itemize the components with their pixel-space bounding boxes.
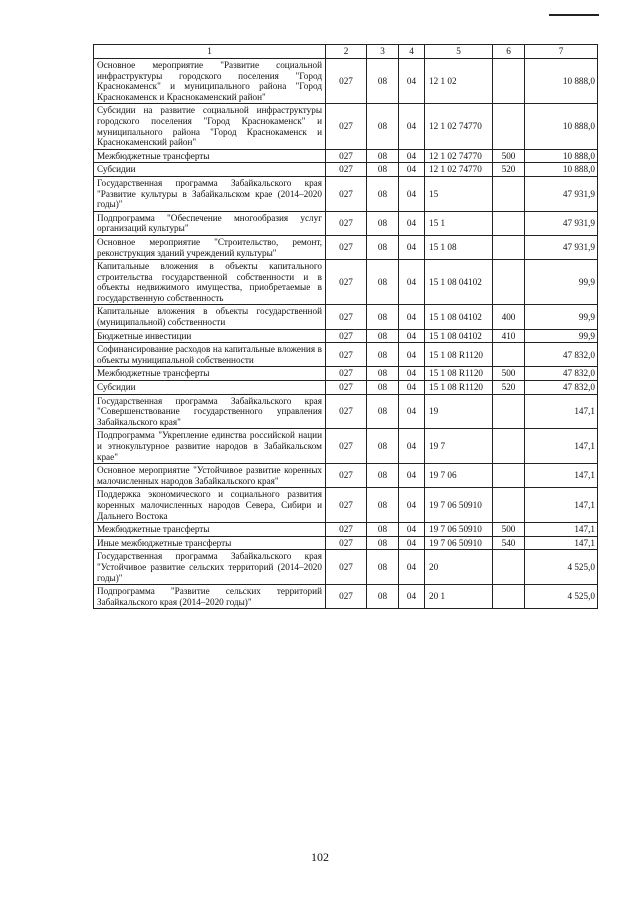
row-amount: 4 525,0 — [525, 585, 598, 609]
header-cell: 3 — [367, 45, 399, 59]
row-target-code: 15 1 08 R1120 — [425, 343, 493, 367]
table-row — [94, 536, 598, 550]
table-row — [94, 149, 598, 163]
row-description: Субсидии — [94, 163, 326, 177]
row-target-code: 12 1 02 74770 — [425, 104, 493, 149]
table-row — [94, 343, 598, 367]
row-expense-type — [493, 104, 525, 149]
row-ministry-code: 027 — [326, 59, 367, 104]
corner-rule — [549, 0, 599, 16]
row-subsection-code: 04 — [399, 235, 425, 259]
row-description: Капитальные вложения в объекты государственной (муниципальной) собственности — [94, 305, 326, 329]
header-cell: 4 — [399, 45, 425, 59]
row-subsection-code: 04 — [399, 367, 425, 381]
row-amount: 47 832,0 — [525, 343, 598, 367]
row-target-code: 19 7 — [425, 429, 493, 464]
row-target-code: 15 1 — [425, 211, 493, 235]
table-row — [94, 464, 598, 488]
row-target-code: 19 7 06 — [425, 464, 493, 488]
row-ministry-code: 027 — [326, 394, 367, 429]
row-ministry-code: 027 — [326, 163, 367, 177]
row-subsection-code: 04 — [399, 149, 425, 163]
row-amount: 47 931,9 — [525, 211, 598, 235]
row-amount: 10 888,0 — [525, 59, 598, 104]
table-row — [94, 59, 598, 104]
header-cell: 6 — [493, 45, 525, 59]
row-expense-type: 540 — [493, 536, 525, 550]
row-amount: 47 931,9 — [525, 176, 598, 211]
header-cell: 5 — [425, 45, 493, 59]
row-subsection-code: 04 — [399, 329, 425, 343]
row-expense-type — [493, 260, 525, 305]
table-row — [94, 235, 598, 259]
row-target-code: 19 7 06 50910 — [425, 523, 493, 537]
row-amount: 10 888,0 — [525, 163, 598, 177]
row-ministry-code: 027 — [326, 550, 367, 585]
table-row — [94, 550, 598, 585]
table-row — [94, 176, 598, 211]
header-cell: 2 — [326, 45, 367, 59]
row-description: Капитальные вложения в объекты капитального строительства государственной собственности и в объекты недвижимого имущества, приобретаемые в государственную собственность — [94, 260, 326, 305]
row-ministry-code: 027 — [326, 381, 367, 395]
row-ministry-code: 027 — [326, 367, 367, 381]
row-expense-type: 500 — [493, 149, 525, 163]
row-expense-type: 520 — [493, 163, 525, 177]
row-ministry-code: 027 — [326, 235, 367, 259]
row-target-code: 15 1 08 04102 — [425, 305, 493, 329]
row-target-code: 20 — [425, 550, 493, 585]
row-ministry-code: 027 — [326, 176, 367, 211]
row-expense-type — [493, 343, 525, 367]
table-row — [94, 394, 598, 429]
row-description: Подпрограмма "Обеспечение многообразия услуг организаций культуры" — [94, 211, 326, 235]
row-expense-type — [493, 59, 525, 104]
row-section-code: 08 — [367, 585, 399, 609]
row-expense-type — [493, 464, 525, 488]
row-ministry-code: 027 — [326, 536, 367, 550]
row-description: Поддержка экономического и социального развития коренных малочисленных народов Севера, Сибири и Дальнего Востока — [94, 488, 326, 523]
row-expense-type — [493, 488, 525, 523]
row-amount: 47 931,9 — [525, 235, 598, 259]
row-expense-type — [493, 394, 525, 429]
row-ministry-code: 027 — [326, 260, 367, 305]
row-subsection-code: 04 — [399, 488, 425, 523]
table-row — [94, 381, 598, 395]
row-expense-type — [493, 429, 525, 464]
table-row — [94, 429, 598, 464]
row-description: Межбюджетные трансферты — [94, 523, 326, 537]
row-section-code: 08 — [367, 149, 399, 163]
row-amount: 47 832,0 — [525, 367, 598, 381]
row-section-code: 08 — [367, 235, 399, 259]
row-section-code: 08 — [367, 176, 399, 211]
row-ministry-code: 027 — [326, 149, 367, 163]
row-section-code: 08 — [367, 536, 399, 550]
row-subsection-code: 04 — [399, 59, 425, 104]
row-section-code: 08 — [367, 329, 399, 343]
row-subsection-code: 04 — [399, 394, 425, 429]
row-expense-type — [493, 176, 525, 211]
table-row — [94, 260, 598, 305]
row-subsection-code: 04 — [399, 381, 425, 395]
row-subsection-code: 04 — [399, 211, 425, 235]
table-row — [94, 163, 598, 177]
row-subsection-code: 04 — [399, 104, 425, 149]
row-description: Подпрограмма "Укрепление единства российской нации и этнокультурное развитие народов в Забайкальском крае" — [94, 429, 326, 464]
row-ministry-code: 027 — [326, 585, 367, 609]
row-subsection-code: 04 — [399, 464, 425, 488]
row-section-code: 08 — [367, 550, 399, 585]
header-row — [94, 45, 598, 59]
row-ministry-code: 027 — [326, 305, 367, 329]
table-row — [94, 211, 598, 235]
row-section-code: 08 — [367, 211, 399, 235]
row-amount: 147,1 — [525, 488, 598, 523]
row-subsection-code: 04 — [399, 305, 425, 329]
row-amount: 99,9 — [525, 329, 598, 343]
row-subsection-code: 04 — [399, 163, 425, 177]
row-target-code: 15 1 08 R1120 — [425, 367, 493, 381]
row-description: Иные межбюджетные трансферты — [94, 536, 326, 550]
row-description: Подпрограмма "Развитие сельских территорий Забайкальского края (2014–2020 годы)" — [94, 585, 326, 609]
row-ministry-code: 027 — [326, 429, 367, 464]
row-amount: 147,1 — [525, 394, 598, 429]
row-ministry-code: 027 — [326, 329, 367, 343]
row-target-code: 15 — [425, 176, 493, 211]
row-section-code: 08 — [367, 305, 399, 329]
row-expense-type: 520 — [493, 381, 525, 395]
header-cell: 1 — [94, 45, 326, 59]
row-amount: 147,1 — [525, 464, 598, 488]
row-amount: 10 888,0 — [525, 104, 598, 149]
row-section-code: 08 — [367, 523, 399, 537]
row-amount: 147,1 — [525, 536, 598, 550]
row-subsection-code: 04 — [399, 260, 425, 305]
row-ministry-code: 027 — [326, 343, 367, 367]
row-ministry-code: 027 — [326, 464, 367, 488]
row-target-code: 12 1 02 74770 — [425, 149, 493, 163]
row-section-code: 08 — [367, 381, 399, 395]
row-target-code: 19 7 06 50910 — [425, 536, 493, 550]
row-expense-type: 500 — [493, 523, 525, 537]
row-subsection-code: 04 — [399, 429, 425, 464]
row-amount: 147,1 — [525, 523, 598, 537]
row-section-code: 08 — [367, 104, 399, 149]
row-description: Основное мероприятие "Строительство, ремонт, реконструкция зданий учреждений культуры" — [94, 235, 326, 259]
row-ministry-code: 027 — [326, 523, 367, 537]
row-subsection-code: 04 — [399, 536, 425, 550]
table-row — [94, 104, 598, 149]
row-description: Бюджетные инвестиции — [94, 329, 326, 343]
table-row — [94, 305, 598, 329]
row-target-code: 20 1 — [425, 585, 493, 609]
row-section-code: 08 — [367, 59, 399, 104]
row-target-code: 19 — [425, 394, 493, 429]
row-section-code: 08 — [367, 488, 399, 523]
row-expense-type — [493, 235, 525, 259]
row-description: Основное мероприятие "Развитие социальной инфраструктуры городского поселения "Город Краснокаменск" и муниципального района "Город Краснокаменск и Краснокаменский район" — [94, 59, 326, 104]
row-description: Государственная программа Забайкальского края "Устойчивое развитие сельских территорий (2014–2020 годы)" — [94, 550, 326, 585]
row-subsection-code: 04 — [399, 523, 425, 537]
row-ministry-code: 027 — [326, 211, 367, 235]
row-subsection-code: 04 — [399, 343, 425, 367]
row-expense-type: 400 — [493, 305, 525, 329]
row-ministry-code: 027 — [326, 104, 367, 149]
row-amount: 4 525,0 — [525, 550, 598, 585]
row-description: Государственная программа Забайкальского края "Совершенствование государственного управления Забайкальского края" — [94, 394, 326, 429]
header-cell: 7 — [525, 45, 598, 59]
row-ministry-code: 027 — [326, 488, 367, 523]
table-row — [94, 585, 598, 609]
row-target-code: 15 1 08 04102 — [425, 260, 493, 305]
page-number: 102 — [311, 850, 329, 864]
row-section-code: 08 — [367, 429, 399, 464]
row-description: Субсидии на развитие социальной инфраструктуры городского поселения "Город Краснокаменск" и муниципального района "Город Краснокаменск и Краснокаменский район" — [94, 104, 326, 149]
row-section-code: 08 — [367, 367, 399, 381]
row-target-code: 12 1 02 — [425, 59, 493, 104]
row-subsection-code: 04 — [399, 585, 425, 609]
row-expense-type — [493, 585, 525, 609]
table-row — [94, 523, 598, 537]
row-description: Межбюджетные трансферты — [94, 149, 326, 163]
row-amount: 99,9 — [525, 260, 598, 305]
row-description: Межбюджетные трансферты — [94, 367, 326, 381]
row-expense-type — [493, 211, 525, 235]
row-section-code: 08 — [367, 394, 399, 429]
row-expense-type: 500 — [493, 367, 525, 381]
row-expense-type: 410 — [493, 329, 525, 343]
row-description: Софинансирование расходов на капитальные вложения в объекты муниципальной собственности — [94, 343, 326, 367]
row-target-code: 12 1 02 74770 — [425, 163, 493, 177]
row-section-code: 08 — [367, 260, 399, 305]
row-amount: 147,1 — [525, 429, 598, 464]
row-amount: 47 832,0 — [525, 381, 598, 395]
row-target-code: 15 1 08 R1120 — [425, 381, 493, 395]
row-subsection-code: 04 — [399, 550, 425, 585]
row-section-code: 08 — [367, 464, 399, 488]
row-target-code: 15 1 08 04102 — [425, 329, 493, 343]
row-amount: 10 888,0 — [525, 149, 598, 163]
table-row — [94, 367, 598, 381]
table-row — [94, 488, 598, 523]
row-target-code: 19 7 06 50910 — [425, 488, 493, 523]
row-subsection-code: 04 — [399, 176, 425, 211]
budget-table — [93, 44, 598, 609]
row-expense-type — [493, 550, 525, 585]
row-description: Государственная программа Забайкальского края "Развитие культуры в Забайкальском крае (2014–2020 годы)" — [94, 176, 326, 211]
row-section-code: 08 — [367, 163, 399, 177]
row-description: Основное мероприятие "Устойчивое развитие коренных малочисленных народов Забайкальского края" — [94, 464, 326, 488]
row-description: Субсидии — [94, 381, 326, 395]
row-target-code: 15 1 08 — [425, 235, 493, 259]
row-section-code: 08 — [367, 343, 399, 367]
row-amount: 99,9 — [525, 305, 598, 329]
table-row — [94, 329, 598, 343]
